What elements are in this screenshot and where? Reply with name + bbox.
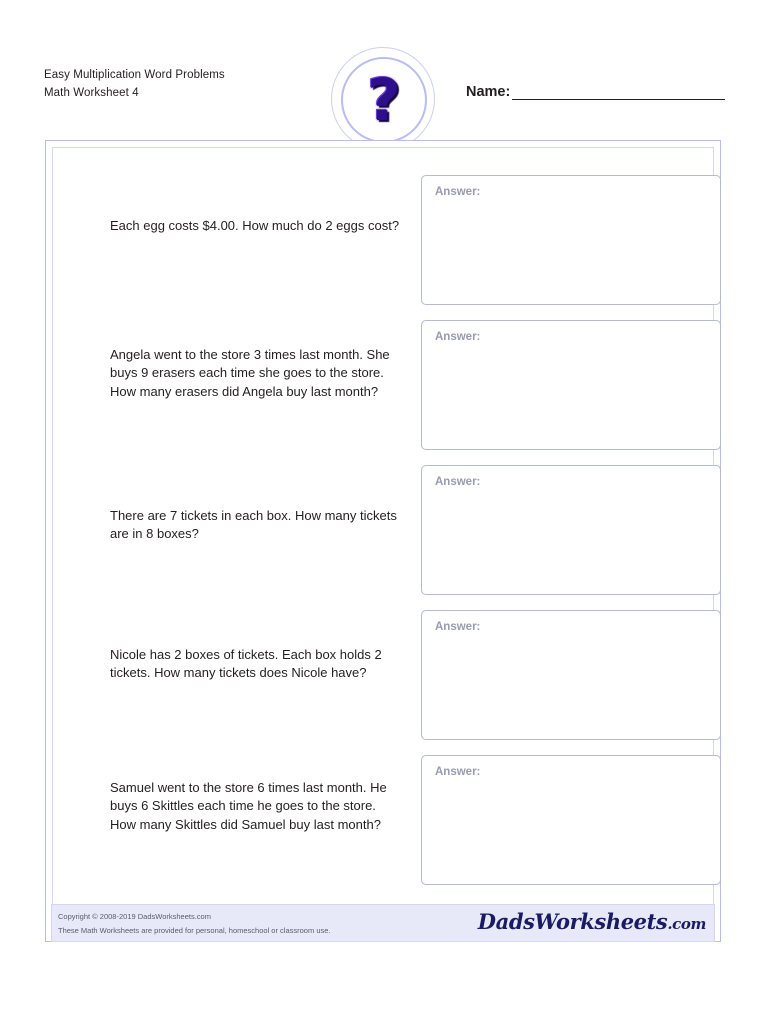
question-mark-icon: ? xyxy=(367,66,401,134)
answer-label: Answer: xyxy=(435,186,481,198)
problem-item xyxy=(64,314,704,459)
logo-badge-inner-ring xyxy=(341,57,427,143)
problem-text: Samuel went to the store 6 times last month. He buys 6 Skittles each time he goes to the store. How many Skittles did Samuel buy last month? xyxy=(110,780,387,832)
answer-box[interactable] xyxy=(421,610,721,740)
problem-list xyxy=(64,169,704,894)
problem-item xyxy=(64,604,704,749)
answer-label: Answer: xyxy=(435,621,481,633)
answer-label: Answer: xyxy=(435,476,481,488)
page-subtitle: Math Worksheet 4 xyxy=(44,87,139,100)
answer-box[interactable] xyxy=(421,465,721,595)
name-input[interactable] xyxy=(512,85,725,100)
problem-text: Angela went to the store 3 times last month. She buys 9 erasers each time she goes to the store. How many erasers did Angela buy last month? xyxy=(110,347,390,399)
problem-item xyxy=(64,459,704,604)
footer-text-block xyxy=(58,910,331,938)
problem-text: Each egg costs $4.00. How much do 2 eggs cost? xyxy=(110,218,400,233)
logo-domain-suffix: .com xyxy=(667,915,706,933)
name-label: Name: xyxy=(466,84,511,100)
answer-label: Answer: xyxy=(435,331,481,343)
worksheet-frame xyxy=(45,140,721,942)
footer-usage-note: These Math Worksheets are provided for personal, homeschool or classroom use. xyxy=(58,925,331,935)
page-footer xyxy=(51,904,715,942)
answer-box[interactable] xyxy=(421,175,721,305)
answer-label: Answer: xyxy=(435,766,481,778)
logo-main-text: DadsWorksheets xyxy=(477,909,668,934)
problem-text: There are 7 tickets in each box. How many tickets are in 8 boxes? xyxy=(110,508,397,542)
problem-item xyxy=(64,169,704,314)
footer-copyright: Copyright © 2008-2019 DadsWorksheets.com xyxy=(58,912,211,921)
answer-box[interactable] xyxy=(421,320,721,450)
answer-box[interactable] xyxy=(421,755,721,885)
logo-badge xyxy=(331,47,435,151)
problem-text: Nicole has 2 boxes of tickets. Each box holds 2 tickets. How many tickets does Nicole have? xyxy=(110,647,382,681)
name-field-group xyxy=(466,84,725,100)
problem-item xyxy=(64,749,704,894)
dadsworksheets-logo[interactable] xyxy=(478,909,706,934)
worksheet-title-block xyxy=(44,66,225,103)
page-title: Easy Multiplication Word Problems xyxy=(44,69,225,81)
